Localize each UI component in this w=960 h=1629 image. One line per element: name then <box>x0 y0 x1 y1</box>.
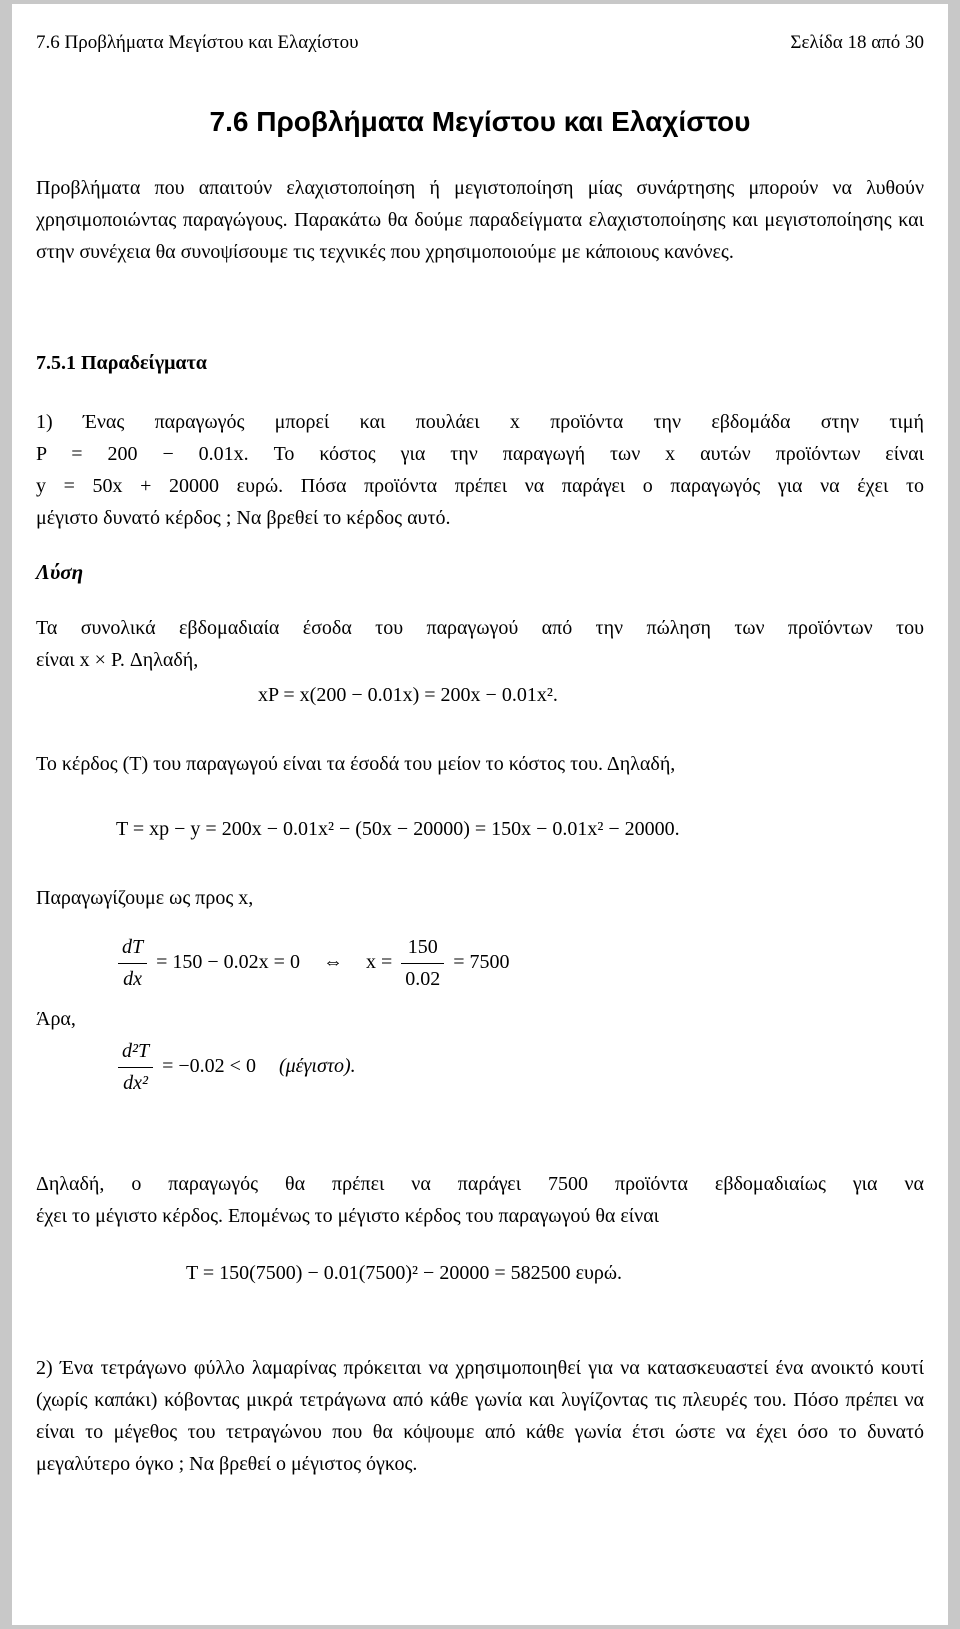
derivative-rhs: = 150 − 0.02x = 0 <box>156 951 300 974</box>
max-profit-equation: T = 150(7500) − 0.01(7500)² − 20000 = 582500 ευρώ. <box>186 1262 623 1284</box>
first-derivative-equation <box>114 936 510 991</box>
intro-paragraph: Προβλήματα που απαιτούν ελαχιστοποίηση ή μεγιστοποίηση μίας συνάρτησης μπορούν να λυθούν χρησιμοποιώντας παραγώγους. Παρακάτω θα δούμε παραδείγματα ελαχιστοποίησης και μεγιστοποίησης και στην συνέχεια θα συνοψίσουμε τις τεχνικές που χρησιμοποιούμε με κάποιους κανόνες. <box>36 177 924 263</box>
profit-equation: T = xp − y = 200x − 0.01x² − (50x − 20000) = 150x − 0.01x² − 20000. <box>116 818 680 840</box>
second-derivative-equation <box>114 1040 356 1095</box>
revenue-line1: Τα συνολικά εβδομαδιαία έσοδα του παραγωγού από την πώληση των προϊόντων του <box>36 617 924 639</box>
iff-symbol: ⇔ <box>322 951 343 974</box>
critical-result: = 7500 <box>453 951 510 974</box>
maximum-note: (μέγιστο). <box>278 1055 356 1078</box>
x-equals: x = <box>365 951 393 974</box>
derivative-fraction <box>118 936 147 991</box>
running-header <box>36 32 924 54</box>
header-left: 7.6 Προβλήματα Μεγίστου και Ελαχίστου <box>36 32 359 53</box>
second-derivative-rhs: = −0.02 < 0 <box>162 1055 256 1078</box>
fraction-numerator: dT <box>122 936 144 958</box>
header-page-number: Σελίδα 18 από 30 <box>790 32 924 53</box>
ara-label: Άρα, <box>36 1008 76 1030</box>
conclusion-line2: έχει το μέγιστο κέρδος. Επομένως το μέγιστο κέρδος του παραγωγού θα είναι <box>36 1205 660 1227</box>
profit-text: Το κέρδος (T) του παραγωγού είναι τα έσοδά του μείον το κόστος του. Δηλαδή, <box>36 753 676 775</box>
derive-text: Παραγωγίζουμε ως προς x, <box>36 887 254 909</box>
revenue-line2: είναι x × P. Δηλαδή, <box>36 649 199 671</box>
critical-point-fraction <box>401 936 444 991</box>
second-fraction-denominator: dx² <box>118 1067 153 1095</box>
problem1-line2: P = 200 − 0.01x. Το κόστος για την παραγωγή των x αυτών προϊόντων είναι <box>36 443 924 465</box>
problem1-line1: 1) Ένας παραγωγός μπορεί και πουλάει x προϊόντα την εβδομάδα στην τιμή <box>36 411 924 433</box>
problem1-line3: y = 50x + 20000 ευρώ. Πόσα προϊόντα πρέπει να παράγει ο παραγωγός για να έχει το <box>36 475 924 497</box>
problem1-line4: μέγιστο δυνατό κέρδος ; Να βρεθεί το κέρδος αυτό. <box>36 507 451 529</box>
second-fraction-numerator: d²T <box>122 1040 150 1062</box>
second-derivative-fraction <box>118 1040 153 1095</box>
critical-denominator: 0.02 <box>401 963 444 991</box>
section-heading: 7.5.1 Παραδείγματα <box>36 352 207 374</box>
critical-numerator: 150 <box>407 936 438 958</box>
fraction-denominator: dx <box>118 963 147 991</box>
solution-label: Λύση <box>36 560 84 584</box>
revenue-equation: xP = x(200 − 0.01x) = 200x − 0.01x². <box>258 684 558 706</box>
page-title: 7.6 Προβλήματα Μεγίστου και Ελαχίστου <box>209 106 751 137</box>
conclusion-line1: Δηλαδή, ο παραγωγός θα πρέπει να παράγει 7500 προϊόντα εβδομαδιαίως για να <box>36 1173 924 1195</box>
problem2-paragraph: 2) Ένα τετράγωνο φύλλο λαμαρίνας πρόκειται να χρησιμοποιηθεί για να κατασκευαστεί ένα ανοικτό κουτί (χωρίς καπάκι) κόβοντας μικρά τετράγωνα από κάθε γωνία και λυγίζοντας τις πλευρές του. Πόσο πρέπει να είναι το μέγεθος του τετραγώνου που θα κόψουμε από κάθε γωνία έτσι ώστε να έχει όσο το δυνατό μεγαλύτερο όγκο ; Να βρεθεί ο μέγιστος όγκος. <box>36 1357 924 1475</box>
